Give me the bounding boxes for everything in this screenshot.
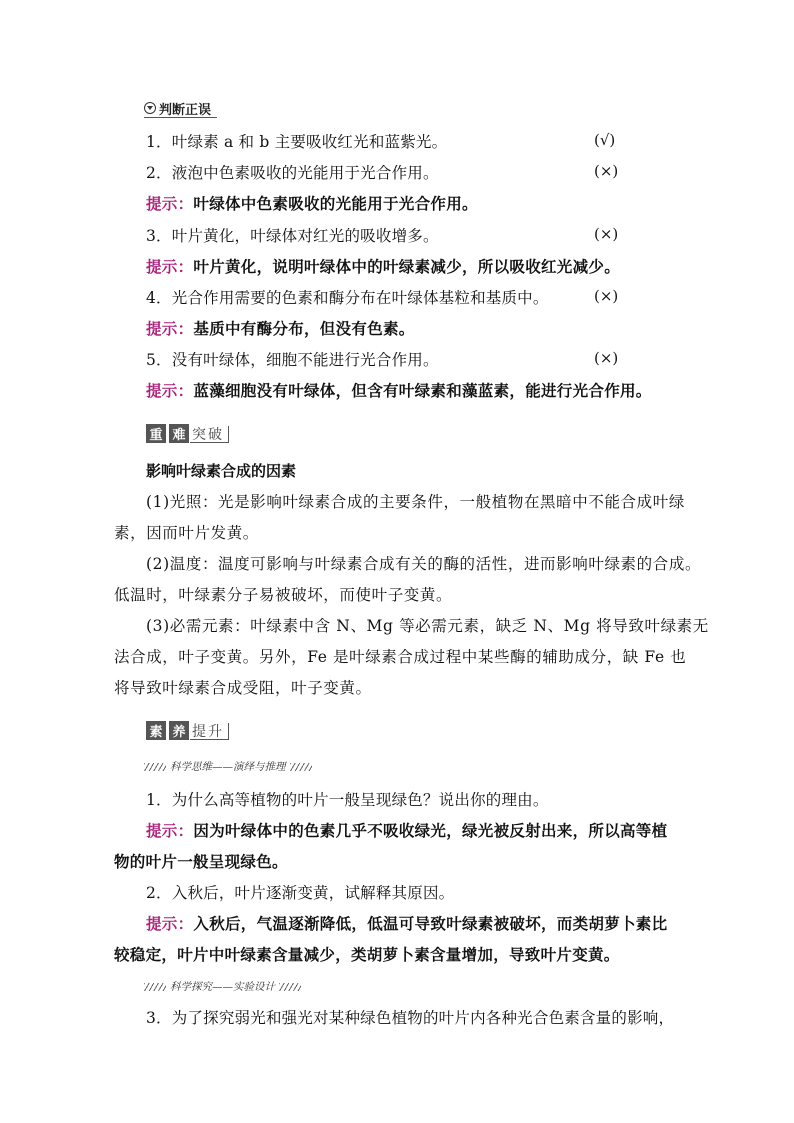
- section-char-1: 素: [146, 721, 166, 740]
- factor-3-line-b: 法合成，叶子变黄。另外，Fe 是叶绿素合成过程中某些酶的辅助成分，缺 Fe 也: [114, 648, 687, 666]
- statement-4-mark: (×): [594, 287, 619, 305]
- statement-5-mark: (×): [594, 349, 619, 367]
- statement-2: 2．液泡中色素吸收的光能用于光合作用。: [146, 164, 439, 182]
- banner-scientific-inquiry: [140, 979, 305, 994]
- hint-5: [146, 379, 652, 401]
- question-2: 2．入秋后，叶片逐渐变黄，试解释其原因。: [146, 884, 455, 902]
- hint-text: 因为叶绿体中的色素几乎不吸收绿光，绿光被反射出来，所以高等植: [193, 822, 668, 840]
- hint-label: 提示：: [146, 915, 194, 933]
- statement-1-mark: (√): [594, 131, 616, 149]
- hint-label: 提示：: [146, 258, 194, 276]
- hint-label: 提示：: [146, 320, 194, 338]
- factor-2-line-a: (2)温度：温度可影响与叶绿素合成有关的酶的活性，进而影响叶绿素的合成。: [146, 555, 702, 573]
- factor-1-line-b: 素，因而叶片发黄。: [114, 524, 259, 542]
- question-1: 1．为什么高等植物的叶片一般呈现绿色？说出你的理由。: [146, 791, 549, 809]
- factors-title: 影响叶绿素合成的因素: [146, 462, 297, 480]
- hint-label: 提示：: [146, 195, 194, 213]
- judge-section-tag: [144, 99, 217, 118]
- section-tail: 提升: [190, 723, 229, 740]
- hatch-decoration-left: [144, 763, 166, 771]
- section-header-literacy: [146, 718, 229, 740]
- judge-section-title: 判断正误: [159, 102, 212, 118]
- hint-3: [146, 255, 620, 277]
- hint-text: 叶片黄化，说明叶绿体中的叶绿素减少，所以吸收红光减少。: [193, 258, 621, 276]
- hint-text: 蓝藻细胞没有叶绿体，但含有叶绿素和藻蓝素，能进行光合作用。: [193, 382, 652, 400]
- section-char-2: 难: [169, 424, 189, 443]
- circle-arrow-icon: [144, 102, 156, 114]
- section-char-1: 重: [146, 424, 166, 443]
- statement-3-mark: (×): [594, 225, 619, 243]
- hatch-decoration-right: [290, 763, 312, 771]
- hint-text: 基质中有酶分布，但没有色素。: [193, 320, 415, 338]
- banner-text: 科学思维——演绎与推理: [170, 761, 286, 773]
- factor-1-line-a: (1)光照：光是影响叶绿素合成的主要条件，一般植物在黑暗中不能合成叶绿: [146, 493, 685, 511]
- question-3: 3．为了探究弱光和强光对某种绿色植物的叶片内各种光合色素含量的影响，: [146, 1009, 675, 1027]
- hatch-decoration-left: [144, 983, 166, 991]
- section-tail: 突破: [190, 426, 229, 443]
- section-char-2: 养: [169, 721, 189, 740]
- statement-2-mark: (×): [594, 162, 619, 180]
- hint-label: 提示：: [146, 822, 194, 840]
- hint-text: 入秋后，气温逐渐降低，低温可导致叶绿素被破坏，而类胡萝卜素比: [193, 915, 668, 933]
- statement-3: 3．叶片黄化，叶绿体对红光的吸收增多。: [146, 227, 439, 245]
- hint-2: [146, 192, 478, 214]
- hatch-decoration-right: [279, 983, 301, 991]
- banner-scientific-thinking: [140, 759, 316, 774]
- hint-4: [146, 317, 415, 339]
- hint-label: 提示：: [146, 382, 194, 400]
- factor-3-line-c: 将导致叶绿素合成受阻，叶子变黄。: [114, 679, 372, 697]
- hint-text: 叶绿体中色素吸收的光能用于光合作用。: [193, 195, 478, 213]
- factor-3-line-a: (3)必需元素：叶绿素中含 N、Mg 等必需元素，缺乏 N、Mg 将导致叶绿素无: [146, 617, 709, 635]
- factor-2-line-b: 低温时，叶绿素分子易被破坏，而使叶子变黄。: [114, 586, 453, 604]
- statement-5: 5．没有叶绿体，细胞不能进行光合作用。: [146, 351, 439, 369]
- question-1-hint-line-a: [146, 819, 667, 841]
- statement-1: 1．叶绿素 a 和 b 主要吸收红光和蓝紫光。: [146, 133, 448, 151]
- question-2-hint-line-a: [146, 912, 667, 934]
- statement-4: 4．光合作用需要的色素和酶分布在叶绿体基粒和基质中。: [146, 289, 549, 307]
- section-header-difficulty: [146, 421, 229, 443]
- banner-text: 科学探究——实验设计: [170, 981, 275, 993]
- question-2-hint-line-b: 较稳定，叶片中叶绿素含量减少，类胡萝卜素含量增加，导致叶片变黄。: [114, 946, 620, 964]
- question-1-hint-line-b: 物的叶片一般呈现绿色。: [114, 853, 288, 871]
